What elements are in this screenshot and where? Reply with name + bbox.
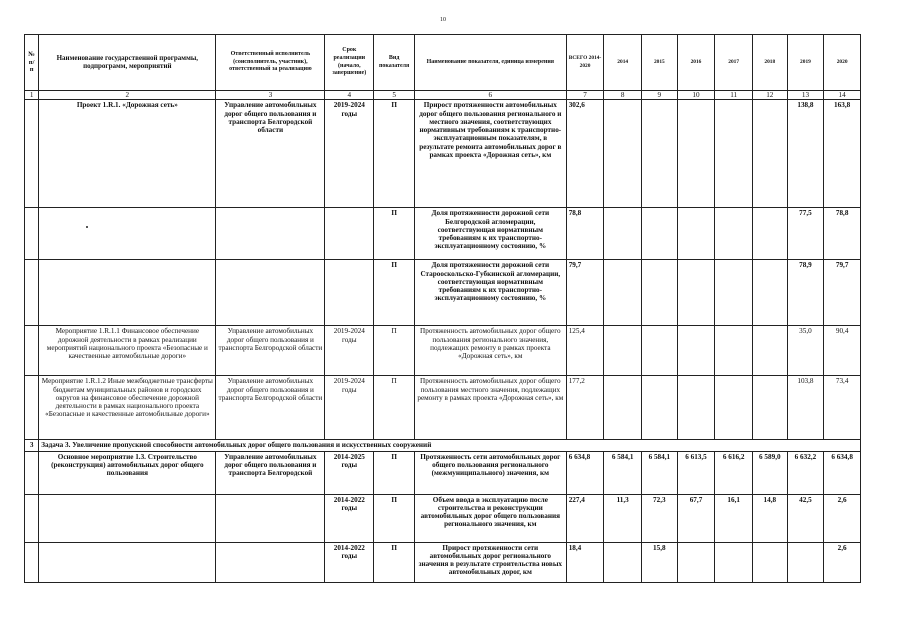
row-value: 72,3: [642, 494, 678, 542]
row-value: 73,4: [824, 376, 861, 440]
row-value: 35,0: [787, 326, 824, 376]
column-number: 6: [414, 91, 566, 100]
column-numbers-row: [25, 91, 861, 100]
row-value: [677, 100, 715, 208]
row-type: П: [374, 326, 415, 376]
row-value: 6 616,2: [715, 451, 753, 494]
row-term: 2014-2022 годы: [325, 494, 374, 542]
row-value: [604, 208, 642, 260]
row-term: [325, 260, 374, 326]
row-value: [677, 326, 715, 376]
row-name: Мероприятие 1.R.1.1 Финансовое обеспечение дорожной деятельности в рамках реализации мероприятий национального проекта «Безопасные и качественные автомобильные дороги»: [39, 326, 216, 376]
row-total: 177,2: [566, 376, 604, 440]
row-type: П: [374, 494, 415, 542]
row-value: [753, 208, 788, 260]
row-total: 227,4: [566, 494, 604, 542]
row-value: [753, 376, 788, 440]
row-indicator: Протяженность сети автомобильных дорог общего пользования регионального (межмуниципального) значения, км: [414, 451, 566, 494]
row-term: 2014-2022 годы: [325, 542, 374, 582]
row-value: [642, 208, 678, 260]
scan-speck: [86, 226, 88, 228]
column-number: 3: [216, 91, 325, 100]
row-value: 14,8: [753, 494, 788, 542]
column-number: 9: [642, 91, 678, 100]
row-value: [642, 326, 678, 376]
row-value: [753, 542, 788, 582]
row-indicator: Протяженность автомобильных дорог общего пользования местного значения, подлежащих ремонту в рамках проекта «Дорожная сеть», км: [414, 376, 566, 440]
row-executor: [216, 542, 325, 582]
col-num-header: № п/п: [25, 35, 39, 91]
row-value: 163,8: [824, 100, 861, 208]
row-term: 2019-2024 годы: [325, 376, 374, 440]
header-row: [25, 35, 861, 91]
row-number: [25, 100, 39, 208]
row-value: 6 584,1: [642, 451, 678, 494]
column-number: 5: [374, 91, 415, 100]
table-row: [25, 326, 861, 376]
program-table: [24, 34, 861, 583]
row-value: [787, 542, 824, 582]
row-indicator: Прирост протяженности автомобильных дорог общего пользования регионального и местного значения, соответствующих нормативным требованиям к транспортно-эксплуатационным показателям, в результате ремонта автомобильных дорог в рамках проекта «Дорожная сеть», км: [414, 100, 566, 208]
row-name: [39, 494, 216, 542]
row-term: 2019-2024 годы: [325, 326, 374, 376]
row-type: П: [374, 451, 415, 494]
row-value: 138,8: [787, 100, 824, 208]
task-title: Задача 3. Увеличение пропускной способности автомобильных дорог общего пользования и искусственных сооружений: [39, 440, 861, 451]
col-year-header: 2020: [824, 35, 861, 91]
table-row: [25, 100, 861, 208]
row-value: [677, 542, 715, 582]
col-indicator-header: Наименование показателя, единица измерения: [414, 35, 566, 91]
row-value: [604, 542, 642, 582]
row-value: 2,6: [824, 494, 861, 542]
row-value: 79,7: [824, 260, 861, 326]
col-year-header: 2018: [753, 35, 788, 91]
col-total-header: ВСЕГО 2014-2020: [566, 35, 604, 91]
row-number: [25, 494, 39, 542]
row-value: 90,4: [824, 326, 861, 376]
col-year-header: 2019: [787, 35, 824, 91]
row-number: [25, 376, 39, 440]
row-total: 6 634,8: [566, 451, 604, 494]
table-row: [25, 542, 861, 582]
row-total: 78,8: [566, 208, 604, 260]
col-year-header: 2016: [677, 35, 715, 91]
row-value: [715, 260, 753, 326]
row-value: 11,3: [604, 494, 642, 542]
row-value: [715, 208, 753, 260]
row-total: 125,4: [566, 326, 604, 376]
row-name: Мероприятие 1.R.1.2 Иные межбюджетные трансферты бюджетам муниципальных районов и городских округов на финансовое обеспечение дорожной деятельности в рамках национального проекта «Безопасные и качественные автомобильные дороги»: [39, 376, 216, 440]
row-value: [604, 260, 642, 326]
row-executor: [216, 208, 325, 260]
row-total: 18,4: [566, 542, 604, 582]
row-value: 78,9: [787, 260, 824, 326]
row-term: 2014-2025 годы: [325, 451, 374, 494]
row-indicator: Протяженность автомобильных дорог общего пользования регионального значения, подлежащих ремонту в рамках проекта «Дорожная сеть», км: [414, 326, 566, 376]
row-indicator: Прирост протяженности сети автомобильных дорог регионального значения в результате строительства новых автомобильных дорог, км: [414, 542, 566, 582]
row-number: [25, 326, 39, 376]
row-value: 77,5: [787, 208, 824, 260]
row-value: [604, 326, 642, 376]
column-number: 10: [677, 91, 715, 100]
row-type: П: [374, 542, 415, 582]
row-value: [753, 326, 788, 376]
row-number: [25, 542, 39, 582]
row-value: 6 634,8: [824, 451, 861, 494]
table-row: [25, 260, 861, 326]
row-name: Проект 1.R.1. «Дорожная сеть»: [39, 100, 216, 208]
table-row: [25, 494, 861, 542]
col-executor-header: Ответственный исполнитель (соисполнитель, участник), ответственный за реализацию: [216, 35, 325, 91]
column-number: 13: [787, 91, 824, 100]
row-value: 67,7: [677, 494, 715, 542]
row-value: [604, 376, 642, 440]
row-value: 103,8: [787, 376, 824, 440]
row-executor: Управление автомобильных дорог общего пользования и транспорта Белгородской области: [216, 326, 325, 376]
row-executor: Управление автомобильных дорог общего пользования и транспорта Белгородской: [216, 451, 325, 494]
row-value: 78,8: [824, 208, 861, 260]
task-number: 3: [25, 440, 39, 451]
row-value: 15,8: [642, 542, 678, 582]
row-value: [642, 376, 678, 440]
row-name: [39, 208, 216, 260]
row-value: [715, 376, 753, 440]
row-number: [25, 260, 39, 326]
row-indicator: Объем ввода в эксплуатацию после строительства и реконструкции автомобильных дорог общего пользования регионального значения, км: [414, 494, 566, 542]
row-value: [753, 260, 788, 326]
row-value: 6 589,0: [753, 451, 788, 494]
col-name-header: Наименование государственной программы, подпрограмм, мероприятий: [39, 35, 216, 91]
row-value: [642, 100, 678, 208]
col-type-header: Вид показателя: [374, 35, 415, 91]
row-value: [604, 100, 642, 208]
row-executor: [216, 260, 325, 326]
row-indicator: Доля протяженности дорожной сети Белгородской агломерации, соответствующая нормативным требованиям к их транспортно-эксплуатационному состоянию, %: [414, 208, 566, 260]
row-value: 2,6: [824, 542, 861, 582]
row-value: 16,1: [715, 494, 753, 542]
row-type: П: [374, 260, 415, 326]
row-type: П: [374, 208, 415, 260]
row-value: [677, 208, 715, 260]
row-total: 79,7: [566, 260, 604, 326]
column-number: 12: [753, 91, 788, 100]
col-year-header: 2017: [715, 35, 753, 91]
row-indicator: Доля протяженности дорожной сети Старооскольско-Губкинской агломерации, соответствующая нормативным требованиям к их транспортно-эксплуатационному состоянию, %: [414, 260, 566, 326]
column-number: 4: [325, 91, 374, 100]
row-executor: Управление автомобильных дорог общего пользования и транспорта Белгородской области: [216, 376, 325, 440]
row-name: [39, 542, 216, 582]
table-row: [25, 376, 861, 440]
col-year-header: 2014: [604, 35, 642, 91]
table-row: [25, 208, 861, 260]
column-number: 7: [566, 91, 604, 100]
row-total: 302,6: [566, 100, 604, 208]
page-number: 10: [440, 17, 446, 23]
row-value: [715, 326, 753, 376]
row-value: [753, 100, 788, 208]
row-executor: [216, 494, 325, 542]
row-name: Основное мероприятие 1.3. Строительство (реконструкция) автомобильных дорог общего пользования: [39, 451, 216, 494]
row-number: [25, 208, 39, 260]
row-executor: Управление автомобильных дорог общего пользования и транспорта Белгородской области: [216, 100, 325, 208]
col-year-header: 2015: [642, 35, 678, 91]
row-value: [677, 260, 715, 326]
row-value: 6 632,2: [787, 451, 824, 494]
row-value: [715, 100, 753, 208]
row-value: [715, 542, 753, 582]
row-value: 6 613,5: [677, 451, 715, 494]
column-number: 8: [604, 91, 642, 100]
row-value: [677, 376, 715, 440]
row-term: [325, 208, 374, 260]
column-number: 2: [39, 91, 216, 100]
table-row: [25, 451, 861, 494]
row-value: [642, 260, 678, 326]
column-number: 1: [25, 91, 39, 100]
col-term-header: Срок реализации (начало, завершение): [325, 35, 374, 91]
row-number: [25, 451, 39, 494]
row-term: 2019-2024 годы: [325, 100, 374, 208]
row-type: П: [374, 376, 415, 440]
task-row: [25, 440, 861, 451]
column-number: 11: [715, 91, 753, 100]
row-type: П: [374, 100, 415, 208]
row-name: [39, 260, 216, 326]
row-value: 6 584,1: [604, 451, 642, 494]
column-number: 14: [824, 91, 861, 100]
row-value: 42,5: [787, 494, 824, 542]
